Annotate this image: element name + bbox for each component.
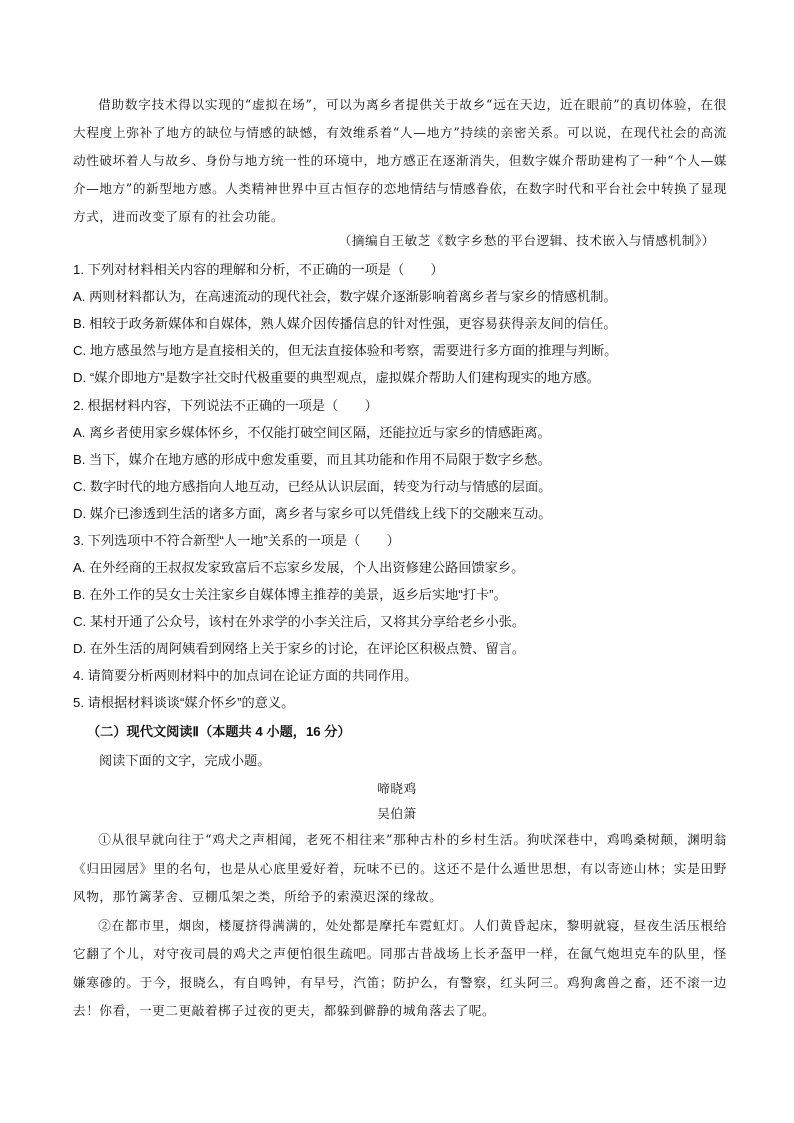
essay-paragraph-2: ②在都市里，烟囱，楼厦挤得满满的，处处都是摩托车霓虹灯。人们黄昏起床，黎明就寝，昼夜生活压根给它翻了个儿，对守夜司晨的鸡犬之声便怕很生疏吧。同那古昔战场上长矛盔甲一样，在氤气炮坦克车的队里，怪嫌寒碜的。于今，报晓么，有自鸣钟，有早号，汽笛；防护么，有警察，红头阿三。鸡狗禽兽之畜，还不滚一边去！你看，一更二更敲着梆子过夜的更夫，都躲到僻静的城角落去了呢。 xyxy=(73,917,727,1018)
question-3-option-c: C. 某村开通了公众号，该村在外求学的小李关注后，又将其分享给老乡小张。 xyxy=(73,614,526,629)
essay-paragraph-1: ①从很早就向往于“鸡犬之声相闻，老死不相往来”那种古朴的乡村生活。狗吠深巷中，鸡鸣桑树颠，渊明翁《归田园居》里的名句，也是从心底里爱好着，玩味不已的。这还不是什么遁世思想，有以寄迹山林；实是田野风物，那竹篱茅舍、豆棚瓜架之类，所给予的索漠迟深的缘故。 xyxy=(73,832,727,904)
instruction-text: 阅读下面的文字，完成小题。 xyxy=(99,753,271,768)
question-2-option-c: C. 数字时代的地方感指向人地互动，已经从认识层面，转变为行动与情感的层面。 xyxy=(73,479,552,494)
material-paragraph xyxy=(73,91,727,231)
question-1-option-c: C. 地方感虽然与地方是直接相关的，但无法直接体验和考察，需要进行多方面的推理与判断。 xyxy=(73,343,618,358)
question-3-stem: 3. 下列选项中不符合新型“人一地”关系的一项是（ ） xyxy=(73,533,400,548)
question-3-option-a: A. 在外经商的王叔叔发家致富后不忘家乡发展，个人出资修建公路回馈家乡。 xyxy=(73,560,525,575)
essay-author: 吴伯箫 xyxy=(377,806,417,821)
question-1-option-a: A. 两则材料都认为，在高速流动的现代社会，数字媒介逐渐影响着离乡者与家乡的情感机制。 xyxy=(73,289,617,304)
question-4: 4. 请简要分析两则材料中的加点词在论证方面的共同作用。 xyxy=(73,668,418,683)
question-3-option-d: D. 在外生活的周阿姨看到网络上关于家乡的讨论，在评论区积极点赞、留言。 xyxy=(73,641,526,656)
question-2-stem: 2. 根据材料内容，下列说法不正确的一项是（ ） xyxy=(73,398,378,413)
section-heading: （二）现代文阅读Ⅱ（本题共 4 小题，16 分） xyxy=(87,724,351,739)
question-3-option-b: B. 在外工作的吴女士关注家乡自媒体博主推荐的美景，返乡后实地“打卡”。 xyxy=(73,587,507,602)
question-1-stem: 1. 下列对材料相关内容的理解和分析，不正确的一项是（ ） xyxy=(73,262,444,277)
essay-title: 啼晓鸡 xyxy=(377,781,417,796)
essay-body xyxy=(73,826,727,1026)
question-2-option-b: B. 当下，媒介在地方感的形成中愈发重要，而且其功能和作用不局限于数字乡愁。 xyxy=(73,452,551,467)
question-1-option-d: D. “媒介即地方”是数字社交时代极重要的典型观点，虚拟媒介帮助人们建构现实的地方感。 xyxy=(73,370,600,385)
question-1-option-b: B. 相较于政务新媒体和自媒体，熟人媒介因传播信息的针对性强，更容易获得亲友间的信任。 xyxy=(73,316,617,331)
source-citation: （摘编自王敏芝《数字乡愁的平台逻辑、技术嵌入与情感机制》） xyxy=(338,233,715,248)
question-2-option-a: A. 离乡者使用家乡媒体怀乡，不仅能打破空间区隔，还能拉近与家乡的情感距离。 xyxy=(73,425,551,440)
material-text: 借助数字技术得以实现的“虚拟在场”，可以为离乡者提供关于故乡“远在天边，近在眼前”的真切体验，在很大程度上弥补了地方的缺位与情感的缺憾，有效维系着“人—地方”持续的亲密关系。可以说，在现代社会的高流动性破坏着人与故乡、身份与地方统一性的环境中，地方感正在逐渐消失，但数字媒介帮助建构了一种“个人—媒介—地方”的新型地方感。人类精神世界中亘古恒存的恋地情结与情感眷依，在数字时代和平台社会中转换了显现方式，进而改变了原有的社会功能。 xyxy=(73,97,727,224)
question-2-option-d: D. 媒介已渗透到生活的诸多方面，离乡者与家乡可以凭借线上线下的交融来互动。 xyxy=(73,506,552,521)
question-5: 5. 请根据材料谈谈“媒介怀乡”的意义。 xyxy=(73,695,295,710)
